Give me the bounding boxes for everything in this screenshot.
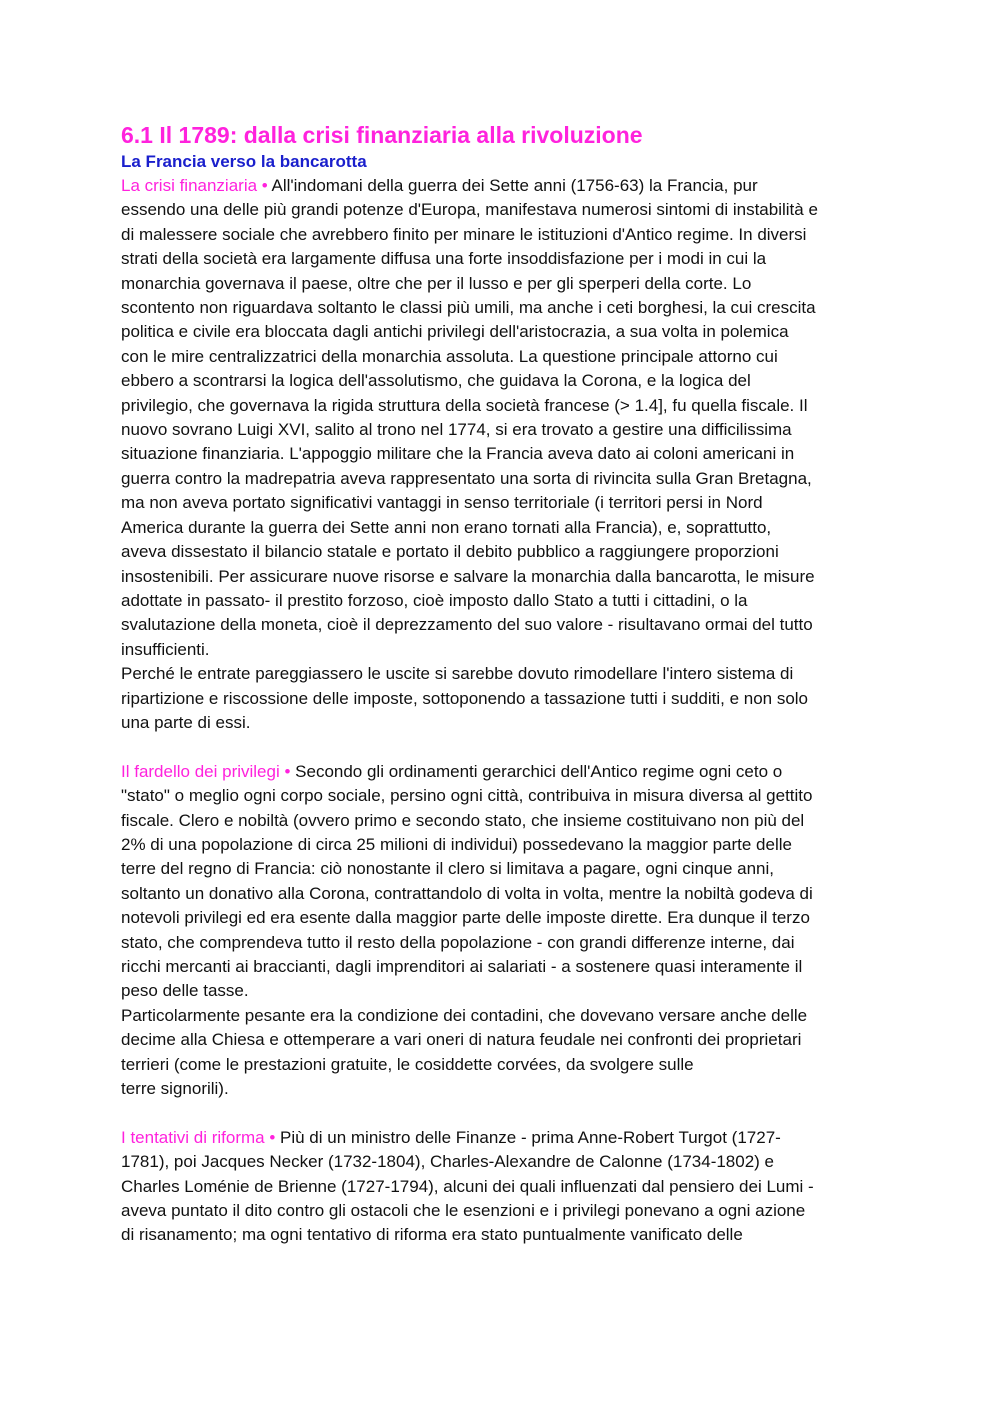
- paragraph-lead: I tentativi di riforma •: [121, 1127, 276, 1147]
- paragraph-lead: Il fardello dei privilegi •: [121, 761, 291, 781]
- paragraph-contadini: Particolarmente pesante era la condizione dei contadini, che dovevano versare anche delle decime alla Chiesa e ottemperare a vari oneri di natura feudale nei confronti dei proprietari terrieri (come le prestazioni gratuite, le cosiddette corvées, da svolgere sulle terre signorili).: [121, 1005, 808, 1099]
- paragraph-body: Secondo gli ordinamenti gerarchici dell'Antico regime ogni ceto o "stato" o meglio ogni corpo sociale, persino ogni città, contribuiva in misura diversa al gettito fiscale. Clero e nobiltà (ovvero primo e secondo stato, che insieme costituivano non più del 2% di una popolazione di circa 25 milioni di individui) possedevano la maggior parte delle terre del regno di Francia: ciò nonostante il clero si limitava a pagare, ogni cinque anni, soltanto un donativo alla Corona, contrattandolo di volta in volta, mentre la nobiltà godeva di notevoli privilegi ed era esente dalla maggior parte delle imposte dirette. Era dunque il terzo stato, che comprendeva tutto il resto della popolazione - con grandi differenze interne, dai ricchi mercanti ai braccianti, dagli imprenditori ai salariati - a sostenere quasi interamente il peso delle tasse.: [121, 761, 813, 1001]
- paragraph-spacer: [121, 1101, 891, 1125]
- paragraph-body: Più di un ministro delle Finanze - prima Anne-Robert Turgot (1727- 1781), poi Jacques Necker (1732-1804), Charles-Alexandre de Calonne (1734-1802) e Charles Loménie de Brienne (1727-1794), alcuni dei quali influenzati dal pensiero dei Lumi - aveva puntato il dito contro gli ostacoli che le esenzioni e i privilegi ponevano a ogni azione di risanamento; ma ogni tentativo di riforma era stato puntualmente vanificato delle: [121, 1127, 814, 1245]
- paragraph-lead: La crisi finanziaria •: [121, 176, 268, 195]
- document-page: [121, 120, 891, 1248]
- paragraph-body: All'indomani della guerra dei Sette anni (1756-63) la Francia, pur essendo una delle più grandi potenze d'Europa, manifestava numerosi sintomi di instabilità e di malessere sociale che avrebbero finito per minare le istituzioni d'Antico regime. In diversi strati della società era largamente diffusa una forte insoddisfazione per i modi in cui la monarchia governava il paese, oltre che per il lusso e per gli sperperi della corte. Lo scontento non riguardava soltanto le classi più umili, ma anche i ceti borghesi, la cui crescita politica e civile era bloccata dagli antichi privilegi dell'aristocrazia, a sua volta in polemica con le mire centralizzatrici della monarchia assoluta. La questione principale attorno cui ebbero a scontrarsi la logica dell'assolutismo, che guidava la Corona, e la logica del privilegio, che governava la rigida struttura della società francese (> 1.4], fu quella fiscale. Il nuovo sovrano Luigi XVI, salito al trono nel 1774, si era trovato a gestire una difficilissima situazione finanziaria. L'appoggio militare che la Francia aveva dato ai coloni americani in guerra contro la madrepatria aveva rappresentato una sorta di rivincita sulla Gran Bretagna, ma non aveva portato significativi vantaggi in senso territoriale (i territori persi in Nord America durante la guerra dei Sette anni non erano tornati alla Francia), e, soprattutto, aveva dissestato il bilancio statale e portato il debito pubblico a raggiungere proporzioni insostenibili. Per assicurare nuove risorse e salvare la monarchia dalla bancarotta, le misure adottate in passato- il prestito forzoso, cioè imposto dallo Stato a tutti i cittadini, o la svalutazione della moneta, cioè il deprezzamento del suo valore - risultavano ormai del tutto insufficienti.: [121, 176, 818, 659]
- section-subtitle: La Francia verso la bancarotta: [121, 152, 367, 171]
- page-title: 6.1 Il 1789: dalla crisi finanziaria alla rivoluzione: [121, 122, 643, 148]
- paragraph-fardello-privilegi: [121, 760, 891, 1004]
- paragraph-tentativi-riforma: [121, 1126, 891, 1248]
- paragraph-entrate-uscite: Perché le entrate pareggiassero le uscite si sarebbe dovuto rimodellare l'intero sistema di ripartizione e riscossione delle imposte, sottoponendo a tassazione tutti i sudditi, e non solo una parte di essi.: [121, 664, 809, 732]
- paragraph-spacer: [121, 735, 891, 759]
- paragraph-crisi-finanziaria: [121, 174, 891, 662]
